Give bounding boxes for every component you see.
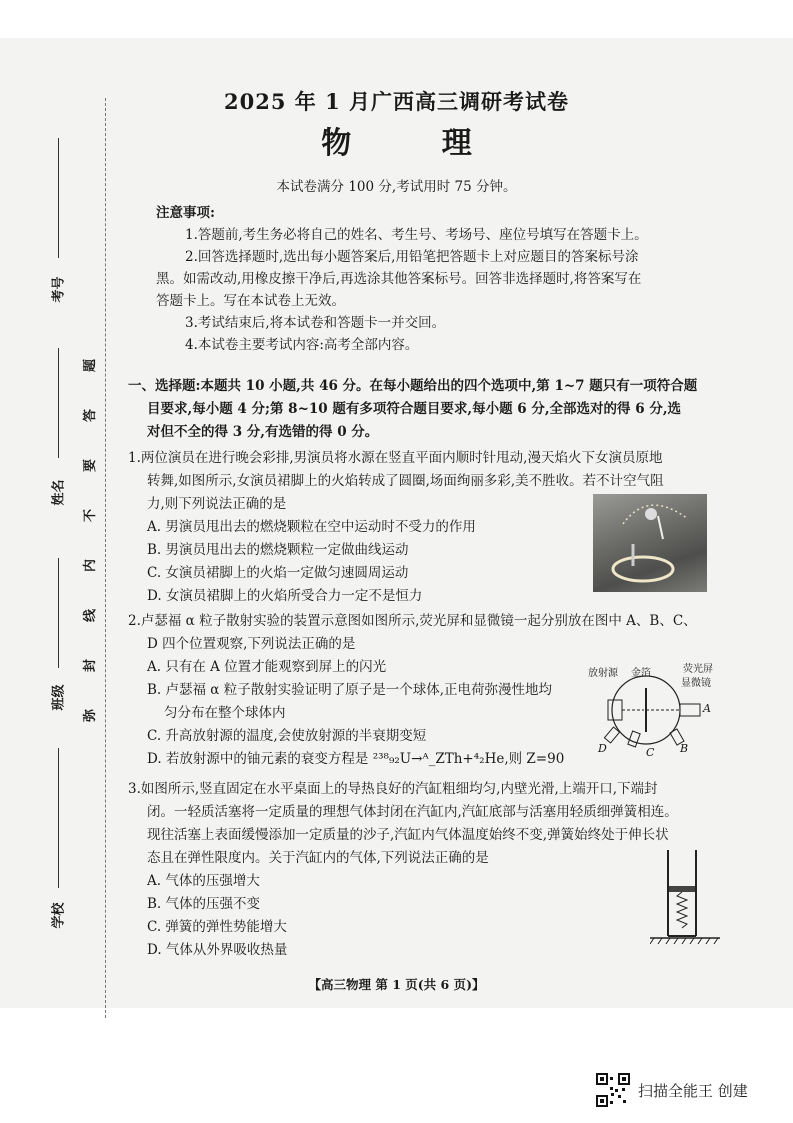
q3-stem: 现往活塞上表面缓慢添加一定质量的沙子,汽缸内气体温度始终不变,弹簧始终处于伸长状 bbox=[147, 827, 669, 843]
school-line bbox=[58, 748, 59, 888]
q1-option-c: C. 女演员裙脚上的火焰一定做匀速圆周运动 bbox=[147, 565, 409, 581]
name-label: 姓名 bbox=[51, 479, 67, 506]
q2-option-b: B. 卢瑟福 α 粒子散射实验证明了原子是一个球体,正电荷弥漫性地均 bbox=[147, 682, 552, 698]
q1-stem: 转舞,如图所示,女演员裙脚上的火焰转成了圆圈,场面绚丽多彩,美不胜收。若不计空气阻 bbox=[147, 473, 664, 489]
q3-option-a: A. 气体的压强增大 bbox=[147, 873, 260, 889]
q3-stem: 3.如图所示,竖直固定在水平桌面上的导热良好的汽缸粗细均匀,内壁光滑,上端开口,下端封 bbox=[128, 781, 658, 797]
notice-item: 3.考试结束后,将本试卷和答题卡一并交回。 bbox=[185, 315, 446, 331]
exam-info: 本试卷满分 100 分,考试用时 75 分钟。 bbox=[276, 179, 517, 195]
seal-dashed-line bbox=[105, 98, 106, 1018]
seal-char: 线 bbox=[83, 608, 99, 623]
q3-option-b: B. 气体的压强不变 bbox=[147, 896, 261, 912]
seal-char: 要 bbox=[83, 458, 99, 473]
fig-foil-label: 金箔 bbox=[631, 668, 651, 679]
cylinder-figure bbox=[650, 846, 720, 946]
fig-position-c: C bbox=[646, 746, 655, 759]
q3-stem: 态且在弹性限度内。关于汽缸内的气体,下列说法正确的是 bbox=[147, 850, 489, 866]
fig-position-a: A bbox=[703, 702, 711, 715]
q3-option-d: D. 气体从外界吸收热量 bbox=[147, 942, 288, 958]
notice-heading: 注意事项: bbox=[156, 205, 215, 221]
q2-option-d: D. 若放射源中的铀元素的衰变方程是 ²³⁸₉₂U→ᴬ_ZTh+⁴₂He,则 Z=90 bbox=[147, 751, 565, 767]
class-line bbox=[58, 558, 59, 668]
q1-option-b: B. 男演员甩出去的燃烧颗粒一定做曲线运动 bbox=[147, 542, 409, 558]
notice-item: 1.答题前,考生务必将自己的姓名、考生号、考场号、座位号填写在答题卡上。 bbox=[185, 227, 648, 243]
seal-char: 封 bbox=[83, 658, 99, 673]
fig-position-d: D bbox=[598, 742, 607, 755]
notice-item: 2.回答选择题时,选出每小题答案后,用铅笔把答题卡上对应题目的答案标号涂 bbox=[185, 249, 639, 265]
notice-item: 答题卡上。写在本试卷上无效。 bbox=[156, 293, 345, 309]
performance-photo bbox=[593, 494, 707, 592]
q2-stem: 2.卢瑟福 α 粒子散射实验的装置示意图如图所示,荧光屏和显微镜一起分别放在图中 A、B、C、 bbox=[128, 613, 697, 629]
section-heading: 目要求,每小题 4 分;第 8~10 题有多项符合题目要求,每小题 6 分,全部选对的得 6 分,选 bbox=[147, 401, 682, 417]
q2-stem: D 四个位置观察,下列说法正确的是 bbox=[147, 636, 356, 652]
notice-item: 黑。如需改动,用橡皮擦干净后,再选涂其他答案标号。回答非选择题时,将答案写在 bbox=[156, 271, 642, 287]
seal-char: 题 bbox=[83, 358, 99, 373]
q2-option-b-cont: 匀分布在整个球体内 bbox=[164, 705, 286, 721]
scanner-watermark: 扫描全能王 创建 bbox=[638, 1082, 748, 1100]
fig-source-label: 放射源 bbox=[588, 668, 618, 679]
name-line bbox=[58, 348, 59, 458]
section-heading: 对但不全的得 3 分,有选错的得 0 分。 bbox=[147, 424, 379, 440]
q2-option-c: C. 升高放射源的温度,会使放射源的半衰期变短 bbox=[147, 728, 427, 744]
notice-item: 4.本试卷主要考试内容:高考全部内容。 bbox=[185, 337, 419, 353]
q2-option-a: A. 只有在 A 位置才能观察到屏上的闪光 bbox=[147, 659, 387, 675]
class-label: 班级 bbox=[51, 684, 67, 711]
q3-stem: 闭。一轻质活塞将一定质量的理想气体封闭在汽缸内,汽缸底部与活塞用轻质细弹簧相连。 bbox=[147, 804, 678, 820]
q1-stem: 1.两位演员在进行晚会彩排,男演员将水源在竖直平面内顺时针甩动,漫天焰火下女演员原地 bbox=[128, 450, 663, 466]
q1-option-d: D. 女演员裙脚上的火焰所受合力一定不是恒力 bbox=[147, 588, 423, 604]
q1-stem: 力,则下列说法正确的是 bbox=[147, 496, 287, 512]
seal-char: 内 bbox=[83, 558, 99, 573]
rutherford-figure bbox=[588, 660, 718, 760]
subject-title: 物 理 bbox=[321, 126, 512, 161]
seal-char: 不 bbox=[83, 508, 99, 523]
page-footer: 【高三物理 第 1 页(共 6 页)】 bbox=[308, 977, 485, 992]
section-heading: 一、选择题:本题共 10 小题,共 46 分。在每小题给出的四个选项中,第 1~7 题只有一项符合题 bbox=[128, 378, 698, 394]
exam-number-label: 考号 bbox=[51, 276, 67, 303]
school-label: 学校 bbox=[51, 902, 67, 929]
fig-position-b: B bbox=[680, 742, 689, 755]
fig-microscope-label: 显微镜 bbox=[681, 678, 711, 689]
fig-screen-label: 荧光屏 bbox=[683, 664, 713, 675]
seal-char: 答 bbox=[83, 408, 99, 423]
q3-option-c: C. 弹簧的弹性势能增大 bbox=[147, 919, 287, 935]
seal-char: 弥 bbox=[83, 708, 99, 723]
q1-option-a: A. 男演员甩出去的燃烧颗粒在空中运动时不受力的作用 bbox=[147, 519, 476, 535]
exam-title: 2025 年 1 月广西高三调研考试卷 bbox=[224, 89, 569, 114]
qr-code-icon bbox=[596, 1073, 630, 1107]
